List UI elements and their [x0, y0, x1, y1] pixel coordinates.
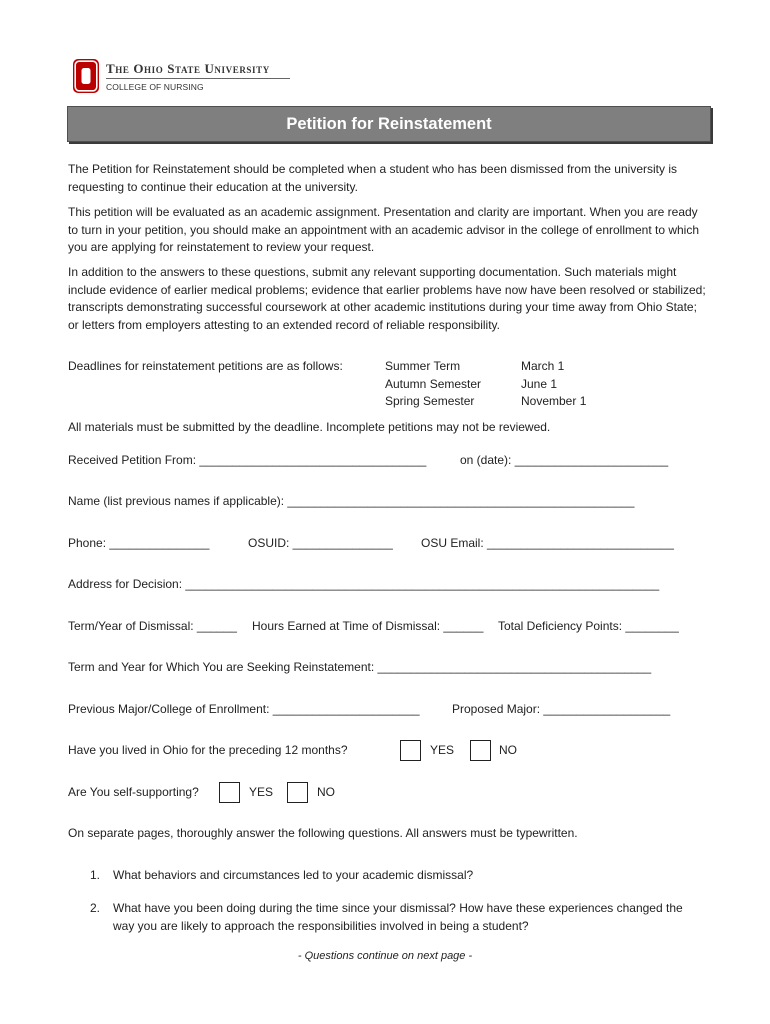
self-supporting-question: Are You self-supporting?	[68, 785, 199, 799]
osuid-field[interactable]: OSUID: _______________	[248, 536, 393, 550]
deadline-term: Autumn Semester	[385, 376, 482, 391]
title-bar	[67, 106, 711, 142]
deficiency-points-field[interactable]: Total Deficiency Points: ________	[498, 619, 679, 633]
continue-note: - Questions continue on next page -	[297, 950, 473, 962]
question-number: 1.	[90, 868, 101, 882]
dismissal-term-field[interactable]: Term/Year of Dismissal: ______	[68, 619, 237, 633]
self-yes-label: YES	[249, 785, 274, 799]
previous-major-field[interactable]: Previous Major/College of Enrollment: ______________________	[68, 702, 420, 716]
intro-paragraph: The Petition for Reinstatement should be completed when a student who has been dismissed from the university is requesting to continue their education at the university.	[68, 162, 677, 194]
block-o-logo-icon	[72, 58, 100, 94]
deadline-term: Summer Term	[385, 359, 461, 373]
university-name: The Ohio State University	[106, 61, 270, 76]
question-number: 2.	[90, 901, 101, 915]
submission-note: All materials must be submitted by the deadline. Incomplete petitions may not be reviewed.	[68, 420, 551, 434]
university-logo	[72, 58, 302, 98]
hours-earned-field[interactable]: Hours Earned at Time of Dismissal: ______	[252, 619, 484, 633]
received-from-field[interactable]: Received Petition From: __________________________________	[68, 453, 427, 467]
self-yes-checkbox[interactable]	[219, 782, 240, 803]
ohio-yes-label: YES	[430, 743, 455, 757]
deadline-date: November 1	[521, 394, 587, 408]
ohio-yes-checkbox[interactable]	[400, 740, 421, 761]
ohio-no-checkbox[interactable]	[470, 740, 491, 761]
page-title: Petition for Reinstatement	[286, 114, 492, 133]
self-no-checkbox[interactable]	[287, 782, 308, 803]
answer-instructions: On separate pages, thoroughly answer the following questions. All answers must be typewritten.	[68, 826, 578, 840]
reinstatement-term-field[interactable]: Term and Year for Which You are Seeking Reinstatement: _________________________________________	[68, 660, 652, 674]
address-field[interactable]: Address for Decision: _______________________________________________________________________	[68, 577, 660, 591]
deadlines-label: Deadlines for reinstatement petitions are as follows:	[68, 359, 343, 373]
deadline-term: Spring Semester	[385, 394, 475, 408]
logo-divider	[106, 78, 290, 79]
college-name: COLLEGE OF NURSING	[106, 82, 204, 92]
deadline-terms	[385, 358, 481, 411]
evaluation-paragraph: This petition will be evaluated as an academic assignment. Presentation and clarity are important. When you are ready to turn in your petition, you should make an appointment with an academic advisor in the college of enrollment to which you are applying for reinstatement to review your request.	[68, 205, 700, 254]
self-no-label: NO	[317, 785, 335, 799]
deadline-date: June 1	[521, 376, 558, 391]
received-date-field[interactable]: on (date): _______________________	[460, 453, 669, 467]
ohio-no-label: NO	[499, 743, 517, 757]
question-text: What behaviors and circumstances led to your academic dismissal?	[113, 868, 474, 882]
ohio-residency-question: Have you lived in Ohio for the preceding 12 months?	[68, 743, 348, 757]
documentation-paragraph: In addition to the answers to these questions, submit any relevant supporting documentation. Such materials might include evidence of earlier medical problems; evidence that earlier problems have now have been resolved or stabilized; transcripts demonstrating successful coursework at other academic institutions during your time away from Ohio State; or letters from employers attesting to an extended record of reliable responsibility.	[68, 265, 706, 332]
osu-email-field[interactable]: OSU Email: ____________________________	[421, 536, 674, 550]
deadline-date: March 1	[521, 359, 565, 373]
proposed-major-field[interactable]: Proposed Major: ___________________	[452, 702, 671, 716]
question-text: What have you been doing during the time since your dismissal? How have these experiences changed the way you are likely to approach the responsibilities involved in being a student?	[113, 901, 683, 933]
deadline-dates	[521, 358, 586, 411]
phone-field[interactable]: Phone: _______________	[68, 536, 210, 550]
name-field[interactable]: Name (list previous names if applicable): ____________________________________________________	[68, 494, 635, 508]
